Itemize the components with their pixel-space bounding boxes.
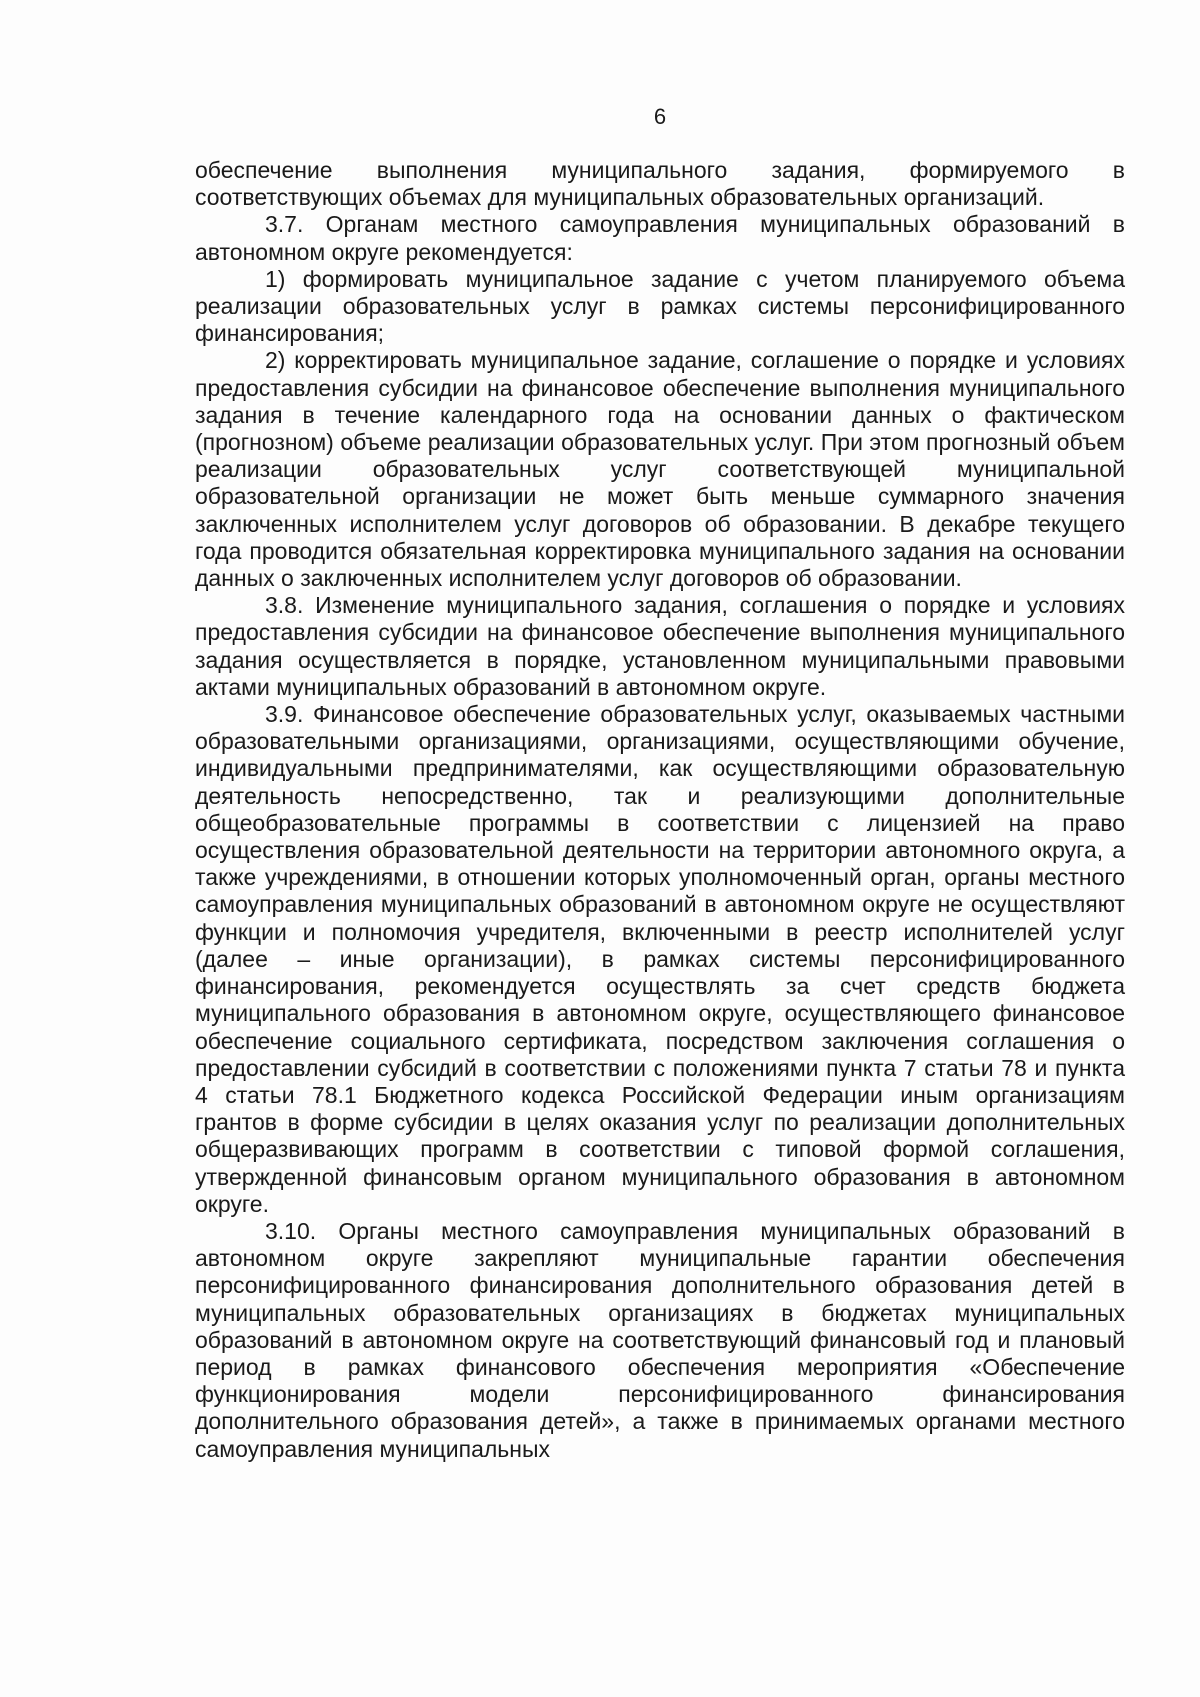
paragraph-3-7: 3.7. Органам местного самоуправления муниципальных образований в автономном округе рекомендуется: (195, 211, 1125, 265)
paragraph-3-8: 3.8. Изменение муниципального задания, соглашения о порядке и условиях предоставления субсидии на финансовое обеспечение выполнения муниципального задания осуществляется в порядке, установленном муниципальными правовыми актами муниципальных образований в автономном округе. (195, 592, 1125, 700)
paragraph-continuation: обеспечение выполнения муниципального задания, формируемого в соответствующих объемах для муниципальных образовательных организаций. (195, 157, 1125, 211)
document-body (195, 157, 1125, 1463)
paragraph-3-10: 3.10. Органы местного самоуправления муниципальных образований в автономном округе закрепляют муниципальные гарантии обеспечения персонифицированного финансирования дополнительного образования детей в муниципальных образовательных организациях в бюджетах муниципальных образований в автономном округе на соответствующий финансовый год и плановый период в рамках финансового обеспечения мероприятия «Обеспечение функционирования модели персонифицированного финансирования дополнительного образования детей», а также в принимаемых органами местного самоуправления муниципальных (195, 1217, 1125, 1462)
paragraph-3-7-item-2: 2) корректировать муниципальное задание, соглашение о порядке и условиях предоставления субсидии на финансовое обеспечение выполнения муниципального задания в течение календарного года на основании данных о фактическом (прогнозном) объеме реализации образовательных услуг. При этом прогнозный объем реализации образовательных услуг соответствующей муниципальной образовательной организации не может быть меньше суммарного значения заключенных исполнителем услуг договоров об образовании. В декабре текущего года проводится обязательная корректировка муниципального задания на основании данных о заключенных исполнителем услуг договоров об образовании. (195, 347, 1125, 592)
paragraph-3-7-item-1: 1) формировать муниципальное задание с учетом планируемого объема реализации образовательных услуг в рамках системы персонифицированного финансирования; (195, 265, 1125, 347)
page-number: 6 (653, 104, 667, 129)
paragraph-3-9: 3.9. Финансовое обеспечение образовательных услуг, оказываемых частными образовательными организациями, организациями, осуществляющими обучение, индивидуальными предпринимателями, как осуществляющими образовательную деятельность непосредственно, так и реализующими дополнительные общеобразовательные программы в соответствии с лицензией на право осуществления образовательной деятельности на территории автономного округа, а также учреждениями, в отношении которых уполномоченный орган, органы местного самоуправления муниципальных образований в автономном округе не осуществляют функции и полномочия учредителя, включенными в реестр исполнителей услуг (далее – иные организации), в рамках системы персонифицированного финансирования, рекомендуется осуществлять за счет средств бюджета муниципального образования в автономном округе, осуществляющего финансовое обеспечение социального сертификата, посредством заключения соглашения о предоставлении субсидий в соответствии с положениями пункта 7 статьи 78 и пункта 4 статьи 78.1 Бюджетного кодекса Российской Федерации иным организациям грантов в форме субсидии в целях оказания услуг по реализации дополнительных общеразвивающих программ в соответствии с типовой формой соглашения, утвержденной финансовым органом муниципального образования в автономном округе. (195, 701, 1125, 1217)
